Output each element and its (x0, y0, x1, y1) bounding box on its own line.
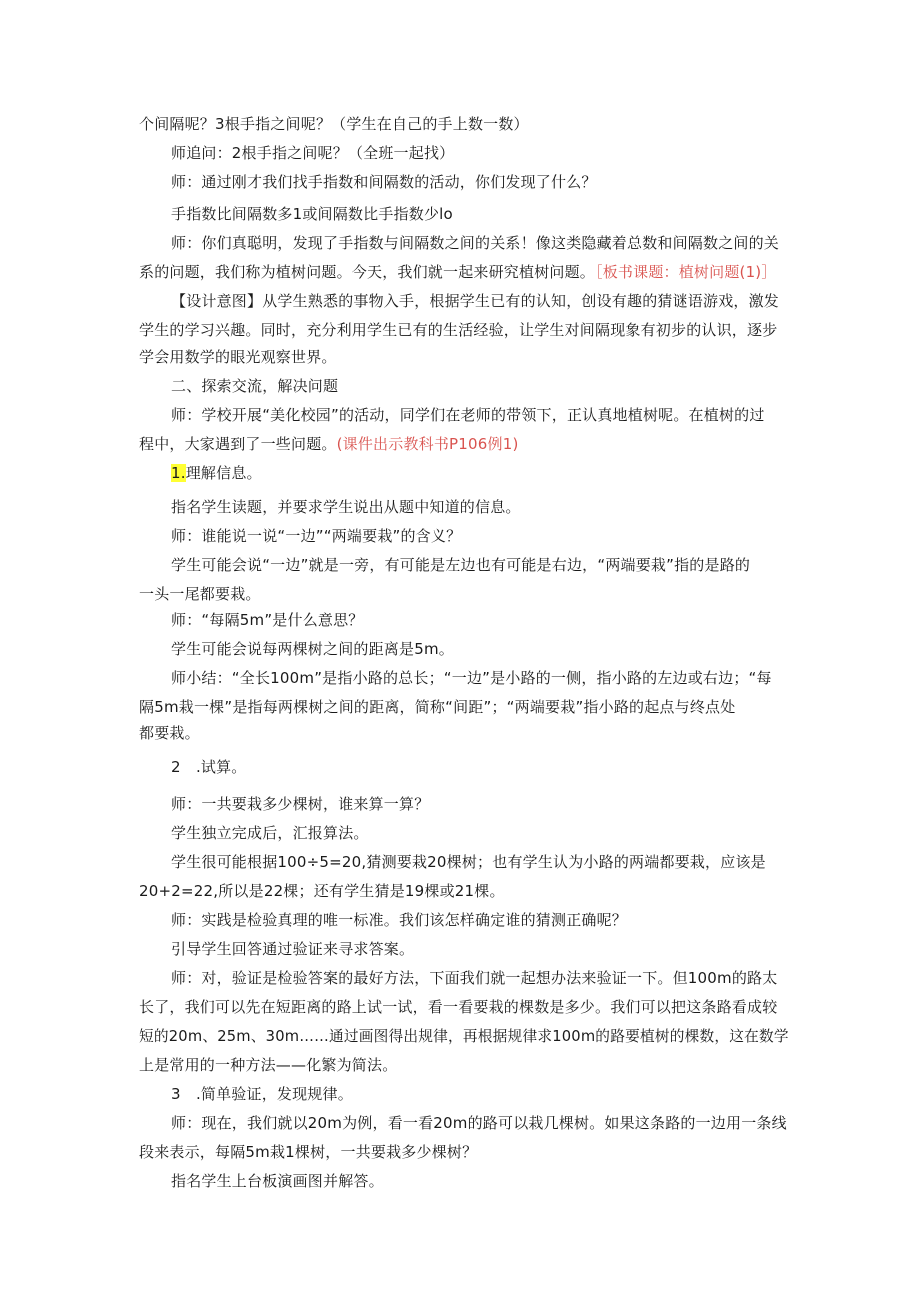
text-line-6: 系的问题，我们称为植树问题。今天，我们就一起来研究植树问题。［板书课题：植树问题(1)］ (139, 263, 777, 281)
text-line-25: 学生独立完成后，汇报算法。 (171, 824, 369, 842)
step-2-heading: 2 .试算。 (171, 758, 247, 776)
text-line-2: 师追问：2根手指之间呢？（全班一起找） (171, 144, 455, 162)
step-1-number: 1. (171, 464, 186, 482)
text-line-11: 师：学校开展“美化校园”的活动，同学们在老师的带领下，正认真地植树呢。在植树的过 (171, 406, 765, 424)
text-line-31: 长了，我们可以先在短距离的路上试一试，看一看要栽的棵数是多少。我们可以把这条路看成较 (139, 998, 778, 1016)
text-line-33: 上是常用的一种方法——化繁为简法。 (139, 1056, 398, 1074)
text-line-21: 隔5m栽一棵”是指每两棵树之间的距离，简称“间距”；“两端要栽”指小路的起点与终点处 (139, 698, 736, 716)
text-line-4: 手指数比间隔数多1或间隔数比手指数少lo (171, 205, 453, 223)
text-line-12: 程中，大家遇到了一些问题。(课件出示教科书P106例1) (139, 435, 519, 453)
text-line-14: 指名学生读题，并要求学生说出从题中知道的信息。 (171, 498, 521, 516)
text-line-22: 都要栽。 (139, 724, 200, 742)
text-line-37: 指名学生上台板演画图并解答。 (171, 1172, 384, 1190)
step-3-heading: 3 .简单验证，发现规律。 (171, 1085, 353, 1103)
text-line-3: 师：通过刚才我们找手指数和间隔数的活动，你们发现了什么？ (171, 173, 597, 191)
section-heading-2: 二、探索交流，解决问题 (171, 377, 339, 395)
text-line-18: 师：“每隔5m”是什么意思？ (171, 611, 364, 629)
text-line-5: 师：你们真聪明，发现了手指数与间隔数之间的关系！像这类隐藏着总数和间隔数之间的关 (171, 234, 780, 252)
text-line-36: 段来表示，每隔5m栽1棵树，一共要栽多少棵树？ (139, 1143, 478, 1161)
board-title-annotation: ［板书课题：植树问题(1)］ (595, 263, 777, 281)
text-line-17: 一头一尾都要栽。 (139, 585, 261, 603)
text-line-26: 学生很可能根据100÷5=20,猜测要栽20棵树；也有学生认为小路的两端都要栽，应该是 (171, 853, 766, 871)
text-line-1: 个间隔呢？3根手指之间呢？（学生在自己的手上数一数） (139, 115, 529, 133)
text-line-30: 师：对，验证是检验答案的最好方法，下面我们就一起想办法来验证一下。但100m的路太 (171, 969, 778, 987)
courseware-annotation: (课件出示教科书P106例1) (336, 435, 519, 453)
text-line-19: 学生可能会说每两棵树之间的距离是5m。 (171, 640, 454, 658)
text-line-32: 短的20m、25m、30m……通过画图得出规律，再根据规律求100m的路要植树的棵数，这在数学 (139, 1027, 789, 1045)
text-line-24: 师：一共要栽多少棵树，谁来算一算？ (171, 795, 430, 813)
step-1-heading: 1.理解信息。 (171, 464, 262, 482)
text-line-29: 引导学生回答通过验证来寻求答案。 (171, 940, 415, 958)
text-line-28: 师：实践是检验真理的唯一标准。我们该怎样确定谁的猜测正确呢？ (171, 911, 628, 929)
text-line-7: 【设计意图】从学生熟悉的事物入手，根据学生已有的认知，创设有趣的猜谜语游戏，激发 (171, 292, 780, 310)
text-line-27: 20+2=22,所以是22棵；还有学生猜是19棵或21棵。 (139, 882, 505, 900)
text-line-15: 师：谁能说一说“一边”“两端要栽”的含义？ (171, 527, 462, 545)
text-line-35: 师：现在，我们就以20m为例，看一看20m的路可以栽几棵树。如果这条路的一边用一条线 (171, 1114, 787, 1132)
text-line-16: 学生可能会说“一边”就是一旁，有可能是左边也有可能是右边，“两端要栽”指的是路的 (171, 556, 751, 574)
text-line-8: 学生的学习兴趣。同时，充分利用学生已有的生活经验，让学生对间隔现象有初步的认识，逐步 (139, 321, 778, 339)
text-line-20: 师小结：“全长100m”是指小路的总长；“一边”是小路的一侧，指小路的左边或右边；“每 (171, 669, 772, 687)
text-line-9: 学会用数学的眼光观察世界。 (139, 348, 337, 366)
